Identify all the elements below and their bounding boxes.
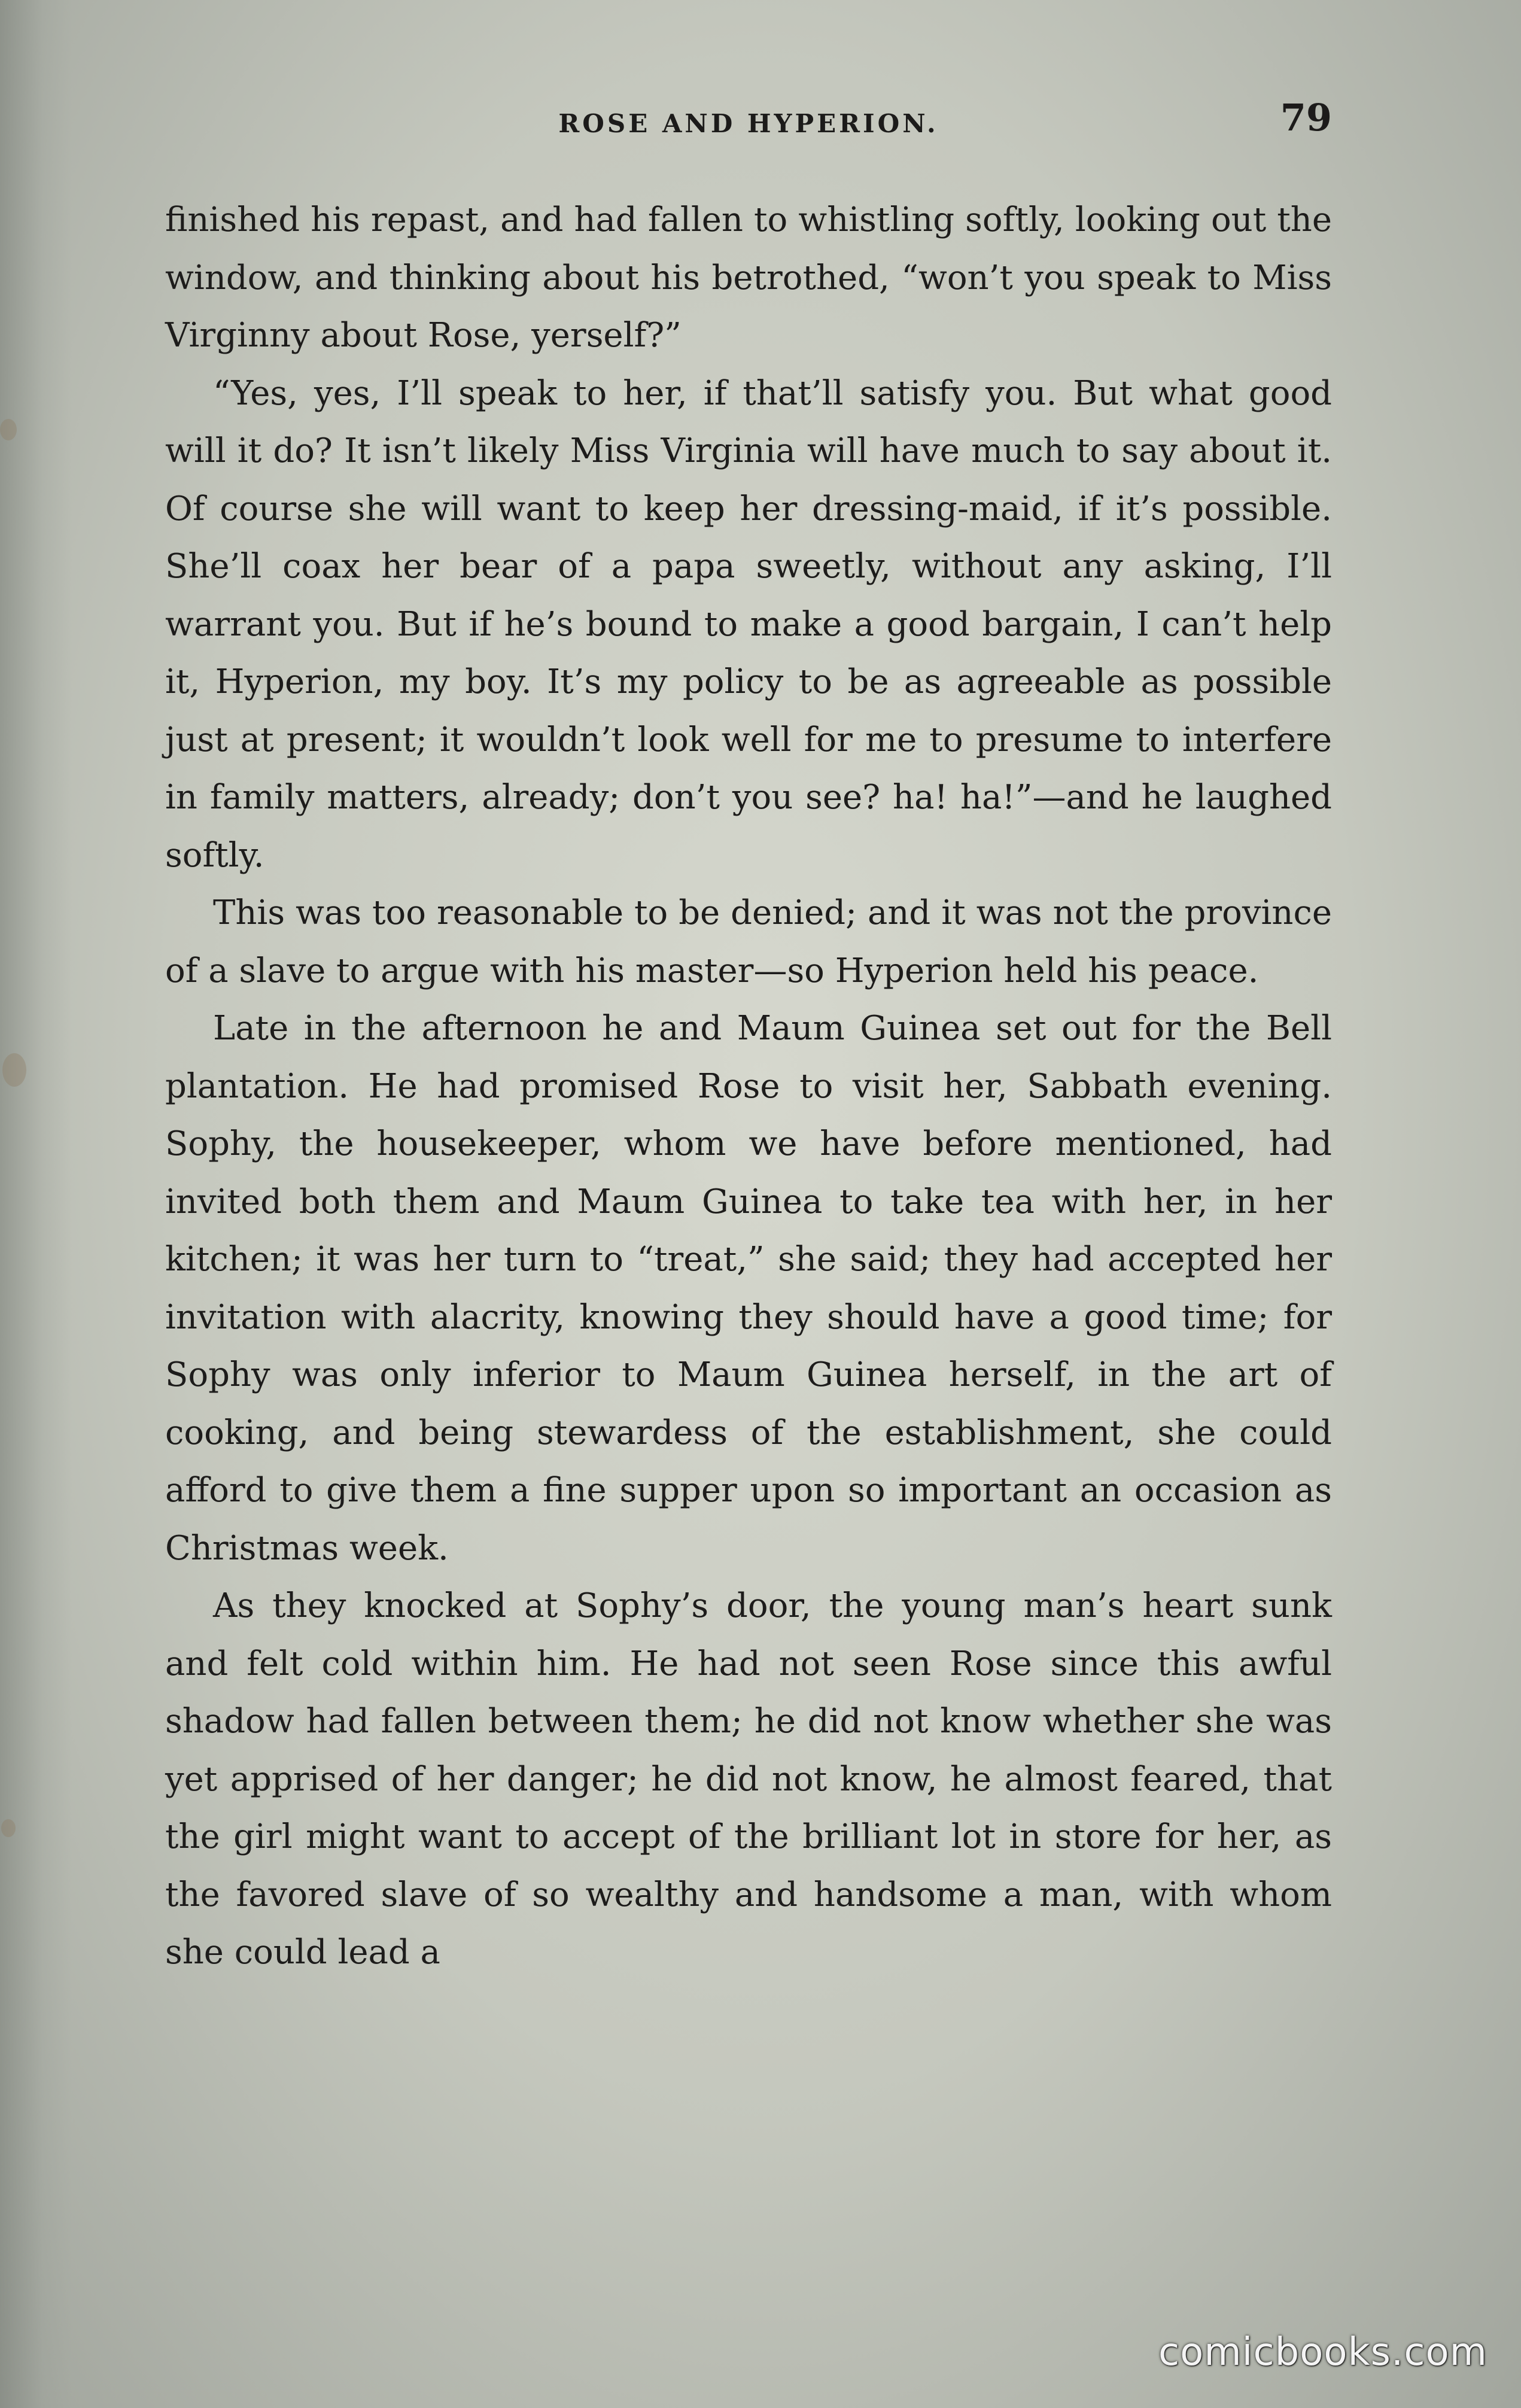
watermark: comicbooks.com — [1158, 2330, 1487, 2374]
paragraph: As they knocked at Sophy’s door, the young man’s heart sunk and felt cold within him. He had not seen Rose since this awful shadow had fallen between them; he did not know whether she was yet apprised of her danger; he did not know, he almost feared, that the girl might want to accept of the brilliant lot in store for her, as the favored slave of so wealthy and handsome a man, with whom she could lead a — [165, 1586, 1332, 1972]
page-header — [165, 96, 1332, 162]
paper-stain — [2, 1053, 26, 1087]
paragraph: finished his repast, and had fallen to whistling softly, looking out the window, and thinking about his betrothed, “won’t you speak to Miss Virginny about Rose, yerself?” — [165, 200, 1332, 355]
paper-stain — [1, 1819, 16, 1837]
paragraph: This was too reasonable to be denied; and it was not the province of a slave to argue with his master—so Hyperion held his peace. — [165, 893, 1332, 990]
page-edge-shadow — [0, 0, 72, 2408]
paper-stain — [0, 419, 17, 440]
body-text — [165, 191, 1332, 1982]
paragraph: Late in the afternoon he and Maum Guinea set out for the Bell plantation. He had promised Rose to visit her, Sabbath evening. Sophy, the housekeeper, whom we have before mentioned, had invited both them and Maum Guinea to take tea with her, in her kitchen; it was her turn to “treat,” she said; they had accepted her invitation with alacrity, knowing they should have a good time; for Sophy was only inferior to Maum Guinea herself, in the art of cooking, and being stewardess of the establishment, she could afford to give them a fine supper upon so important an occasion as Christmas week. — [165, 1009, 1332, 1568]
paragraph: “Yes, yes, I’ll speak to her, if that’ll satisfy you. But what good will it do? It isn’t likely Miss Virginia will have much to say about it. Of course she will want to keep her dressing-maid, if it’s possible. She’ll coax her bear of a papa sweetly, without any asking, I’ll warrant you. But if he’s bound to make a good bargain, I can’t help it, Hyperion, my boy. It’s my policy to be as agreeable as possible just at present; it wouldn’t look well for me to presume to interfere in family matters, already; don’t you see? ha! ha!”—and he laughed softly. — [165, 373, 1332, 875]
page-number: 79 — [1280, 96, 1332, 139]
running-title: ROSE AND HYPERION. — [558, 109, 939, 138]
